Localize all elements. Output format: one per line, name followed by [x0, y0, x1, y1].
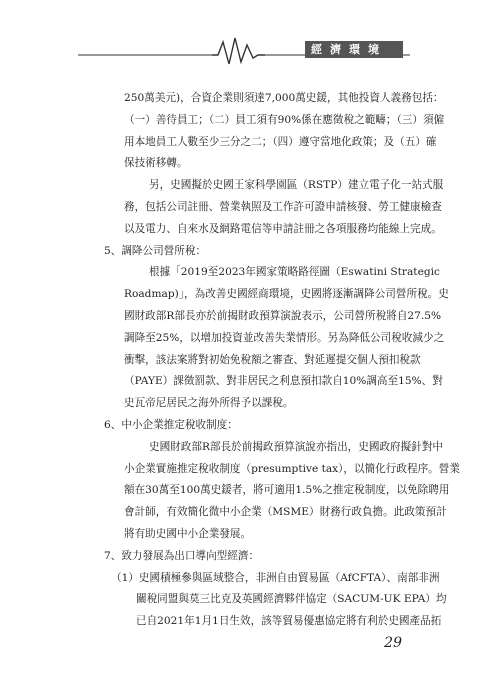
- text-line: 調降至25%，以增加投資並改善失業情形。另為降低公司稅收減少之: [124, 331, 445, 344]
- text-line: 根據「2019至2023年國家策略路徑圖（Eswatini Strategic: [149, 266, 440, 279]
- text-line: Roadmap)」，為改善史國經商環境，史國將逐漸調降公司營所稅。史: [124, 288, 449, 301]
- section-heading: 5、調降公司營所稅：: [104, 244, 207, 257]
- text-line: （PAYE）課徵罰款、對非居民之利息預扣款自10%調高至15%、對: [124, 375, 443, 388]
- text-line: 國財政部R部長亦於前揭財政預算演說表示，公司營所稅將自27.5%: [124, 309, 442, 322]
- section-title: 經濟環境: [305, 41, 403, 58]
- text-line: 史國財政部R部長於前揭政預算演說亦指出，史國政府擬針對中: [149, 440, 444, 453]
- section-heading: 6、中小企業推定稅收制度：: [104, 418, 238, 431]
- text-line: 已自2021年1月1日生效，該等貿易優惠協定將有利於史國產品拓: [136, 615, 442, 628]
- text-line: 關稅同盟與莫三比克及英國經濟夥伴協定（SACUM-UK EPA）均: [136, 593, 447, 606]
- page-header: [0, 30, 480, 66]
- text-line: 250萬美元)，合資企業則須達7,000萬史鍰，其他投資人義務包括：: [124, 92, 444, 104]
- text-line: 額在30萬至100萬史鍰者，將可適用1.5%之推定稅制度，以免除聘用: [124, 484, 450, 497]
- text-line: 衝擊，該法案將對初始免稅額之審查、對延遲提交個人預扣稅款: [124, 353, 421, 366]
- body-text: [0, 88, 480, 633]
- text-line: 小企業實施推定稅收制度（presumptive tax），以簡化行政程序。營業: [124, 462, 460, 475]
- text-line: 以及電力、自來水及網路電信等申請註冊之各項服務均能線上完成。: [124, 222, 442, 235]
- text-line: 保技術移轉。: [124, 157, 188, 170]
- text-line: 另，史國擬於史國王家科學園區（RSTP）建立電子化一站式服: [149, 179, 444, 192]
- text-line: 會計師，有效簡化微中小企業（MSME）財務行政負擔。此政策預計: [124, 506, 447, 519]
- list-item: （1）史國積極參與區域整合，非洲自由貿易區（AfCFTA）、南部非洲: [111, 571, 440, 584]
- text-line: 史瓦帝尼居民之海外所得予以課稅。: [124, 397, 294, 410]
- text-line: 將有助史國中小企業發展。: [124, 527, 252, 540]
- section-heading: 7、致力發展為出口導向型經濟：: [104, 549, 260, 562]
- text-line: （一）善待員工；（二）員工須有90%係在應徵稅之範疇；（三）須僱: [124, 113, 445, 126]
- page-number: 29: [384, 635, 402, 651]
- pulse-line-ornament: [0, 30, 480, 66]
- text-line: 用本地員工人數至少三分之二；（四）遵守當地化政策；及（五）確: [124, 135, 437, 148]
- text-line: 務，包括公司註冊、營業執照及工作許可證申請核發、勞工健康檢查: [124, 200, 442, 213]
